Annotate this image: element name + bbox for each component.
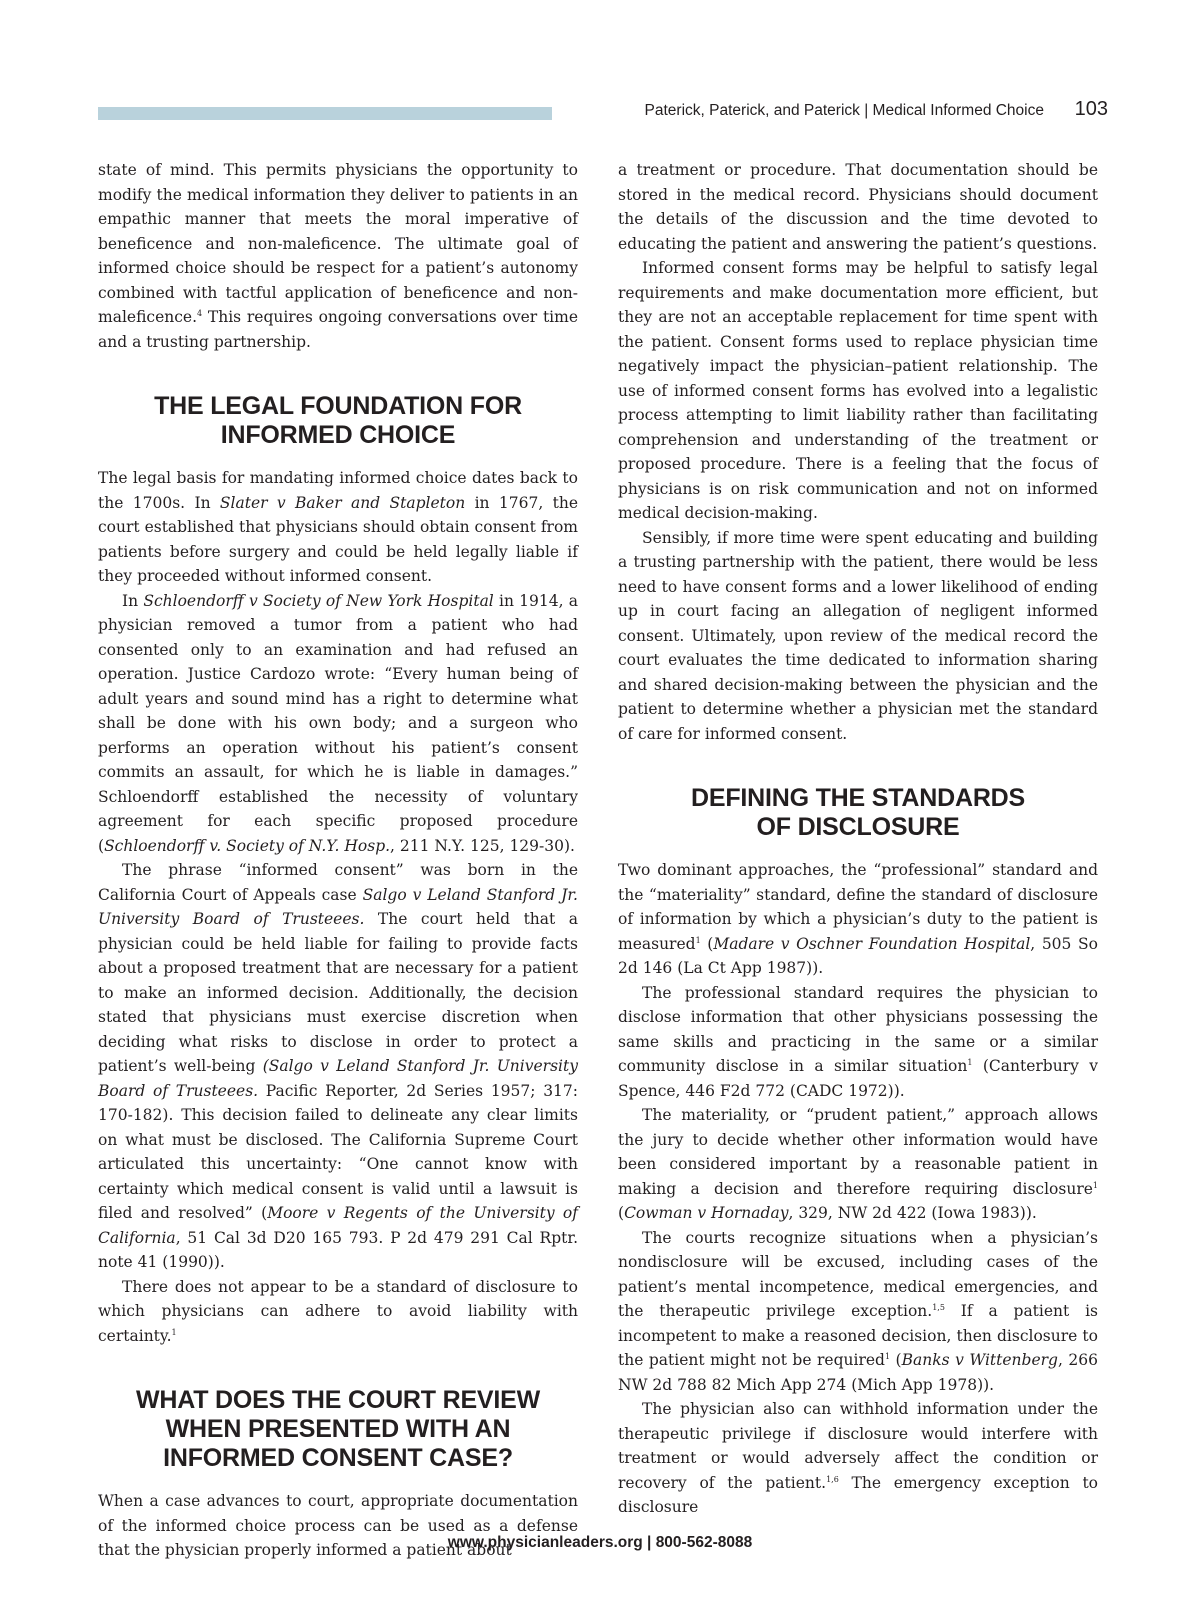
heading-line: WHEN PRESENTED WITH AN xyxy=(165,1415,511,1443)
text: ( xyxy=(618,1204,625,1222)
reference: 1 xyxy=(171,1327,177,1337)
text: The physician also can withhold information under the therapeutic privilege if disclosure would interfere with treatment or would adversely affect the condition or recovery of the patient. xyxy=(618,1400,1098,1492)
text: ( xyxy=(700,934,714,953)
text: ( xyxy=(890,1351,902,1369)
paragraph xyxy=(618,1397,1098,1520)
reference: 1 xyxy=(884,1351,891,1361)
case-name: Schloendorff v Society of New York Hospital xyxy=(143,591,494,610)
case-name: (Salgo v Leland Stanford Jr. University Board of Trusteees. xyxy=(98,1057,578,1100)
paragraph xyxy=(618,1103,1098,1226)
text: The phrase “informed consent” was born in the California Court of Appeals case xyxy=(98,861,578,904)
text: state of mind. This permits physicians the opportunity to modify the medical information they deliver to patients in an empathic manner that meets the moral imperative of beneficence and non-maleficence. The ultimate goal of informed choice should be respect for a patient’s autonomy combined with tactful application of beneficence and non-maleficence. xyxy=(98,161,578,326)
header-accent-bar xyxy=(98,107,552,120)
left-column xyxy=(98,158,578,1563)
heading-line: INFORMED CONSENT CASE? xyxy=(163,1444,513,1472)
reference: 1 xyxy=(1092,1180,1098,1190)
heading-line: DEFINING THE STANDARDS xyxy=(690,784,1026,812)
case-name: Moore v Regents of the University of California xyxy=(98,1204,578,1247)
text: The professional standard requires the physician to disclose information that other physicians possessing the same skills and practicing in the same or a similar community disclose in a similar situation xyxy=(618,983,1098,1075)
text: In xyxy=(122,591,144,610)
paragraph xyxy=(98,466,578,589)
text: Pacific Reporter, 2d Series 1957; 317: 170-182). This decision failed to delineate any clear limits on what must be disclosed. The California Supreme Court articulated this uncertainty: “One cannot know with certainty which medical consent is valid until a lawsuit is filed and resolved” ( xyxy=(98,1081,578,1222)
page-number: 103 xyxy=(1074,98,1108,120)
section-heading xyxy=(98,1386,578,1473)
page-header xyxy=(98,98,1108,128)
heading-line: INFORMED CHOICE xyxy=(220,421,456,449)
text: , 266 NW 2d 788 82 Mich App 274 (Mich App 1978)). xyxy=(618,1351,1098,1394)
paragraph xyxy=(98,158,578,354)
text: in 1914, a physician removed a tumor from a patient who had consented only to an examination and had refused an operation. Justice Cardozo wrote: “Every human being of adult years and sound mind has a right to determine what shall be done with his own body; and a surgeon who performs an operation without his patient’s consent commits an assault, for which he is liable in damages.” Schloendorff established the necessity of voluntary agreement for each specific proposed procedure ( xyxy=(98,591,578,855)
case-name: Slater v Baker and Stapleton xyxy=(219,493,466,512)
text: , 51 Cal 3d D20 165 793. P 2d 479 291 Cal Rptr. note 41 (1990)). xyxy=(98,1228,578,1271)
paragraph xyxy=(98,858,578,1275)
paragraph xyxy=(98,589,578,859)
case-name: Salgo v Leland Stanford Jr. University Board of Trusteees. xyxy=(98,885,578,928)
paragraph xyxy=(618,981,1098,1104)
running-head: Paterick, Paterick, and Paterick | Medical Informed Choice xyxy=(644,102,1044,119)
text: Informed consent forms may be helpful to satisfy legal requirements and make documentation more efficient, but they are not an acceptable replacement for time spent with the patient. Consent forms used to replace physician time negatively impact the physician–patient relationship. The use of informed consent forms has evolved into a legalistic process attempting to limit liability rather than facilitating comprehension and understanding of the treatment or proposed procedure. There is a feeling that the focus of physicians is on risk communication and not on informed medical decision-making. xyxy=(618,259,1098,522)
case-name: Schloendorff v. Society of N.Y. Hosp. xyxy=(104,836,391,855)
reference: 1 xyxy=(967,1057,973,1067)
text: The materiality, or “prudent patient,” approach allows the jury to decide whether other information would have been considered important by a reasonable patient in making a decision and therefore requiring disclosure xyxy=(618,1106,1098,1198)
reference: 1,6 xyxy=(826,1474,839,1484)
text: There does not appear to be a standard of disclosure to which physicians can adhere to avoid liability with certainty. xyxy=(98,1277,578,1345)
paragraph xyxy=(618,1226,1098,1398)
case-name: Cowman v Hornaday xyxy=(624,1204,789,1222)
text: Sensibly, if more time were spent educating and building a trusting partnership with the patient, there would be less need to have consent forms and a lower likelihood of ending up in court facing an allegation of negligent informed consent. Ultimately, upon review of the medical record the court evaluates the time dedicated to information sharing and shared decision-making between the physician and the patient to determine whether a physician met the standard of care for informed consent. xyxy=(618,528,1098,743)
paragraph xyxy=(618,256,1098,526)
right-column xyxy=(618,158,1098,1520)
reference: 1,5 xyxy=(932,1302,945,1312)
section-heading xyxy=(618,784,1098,842)
text: If a patient is incompetent to make a reasoned decision, then disclosure to the patient might not be required xyxy=(618,1302,1098,1369)
text: The court held that a physician could be held liable for failing to provide facts about a proposed treatment that are necessary for a patient to make an informed decision. Additionally, the decision stated that physicians must exercise discretion when deciding what risks to disclose in order to protect a patient’s well-being xyxy=(98,910,578,1075)
text: (Canterbury v Spence, 446 F2d 772 (CADC 1972)). xyxy=(618,1057,1098,1100)
reference: 1 xyxy=(695,935,701,945)
heading-line: WHAT DOES THE COURT REVIEW xyxy=(135,1386,541,1414)
text: The emergency exception to disclosure xyxy=(618,1473,1099,1516)
heading-line: OF DISCLOSURE xyxy=(756,813,960,841)
case-name: Madare v Oschner Foundation Hospital xyxy=(713,934,1031,953)
text: , 505 So 2d 146 (La Ct App 1987)). xyxy=(618,934,1098,977)
paragraph xyxy=(618,158,1098,256)
text: in 1767, the court established that physicians should obtain consent from patients before surgery and could be held legally liable if they proceeded without informed consent. xyxy=(98,493,578,585)
paragraph xyxy=(618,526,1098,747)
heading-line: THE LEGAL FOUNDATION FOR xyxy=(154,392,522,420)
text: , 329, NW 2d 422 (Iowa 1983)). xyxy=(788,1204,1037,1222)
text: , 211 N.Y. 125, 129-30). xyxy=(390,836,575,855)
paragraph xyxy=(98,1275,578,1349)
text: Two dominant approaches, the “professional” standard and the “materiality” standard, define the standard of disclosure of information by which a physician’s duty to the patient is measured xyxy=(618,861,1098,953)
text: The legal basis for mandating informed choice dates back to the 1700s. In xyxy=(98,469,578,512)
page-footer: www.physicianleaders.org | 800-562-8088 xyxy=(447,1534,753,1551)
case-name: Banks v Wittenberg xyxy=(901,1351,1058,1369)
text: This requires ongoing conversations over time and a trusting partnership. xyxy=(98,308,578,351)
reference: 4 xyxy=(197,308,203,318)
text: a treatment or procedure. That documentation should be stored in the medical record. Physicians should document the details of the discussion and the time devoted to educating the patient and answering the patient’s questions. xyxy=(618,161,1098,253)
paragraph xyxy=(618,858,1098,981)
section-heading xyxy=(98,392,578,450)
text: The courts recognize situations when a physician’s nondisclosure will be excused, including cases of the patient’s mental incompetence, medical emergencies, and the therapeutic privilege exception. xyxy=(618,1228,1098,1320)
text: When a case advances to court, appropriate documentation of the informed choice process can be used as a defense that the physician properly informed a patient about xyxy=(98,1492,578,1559)
